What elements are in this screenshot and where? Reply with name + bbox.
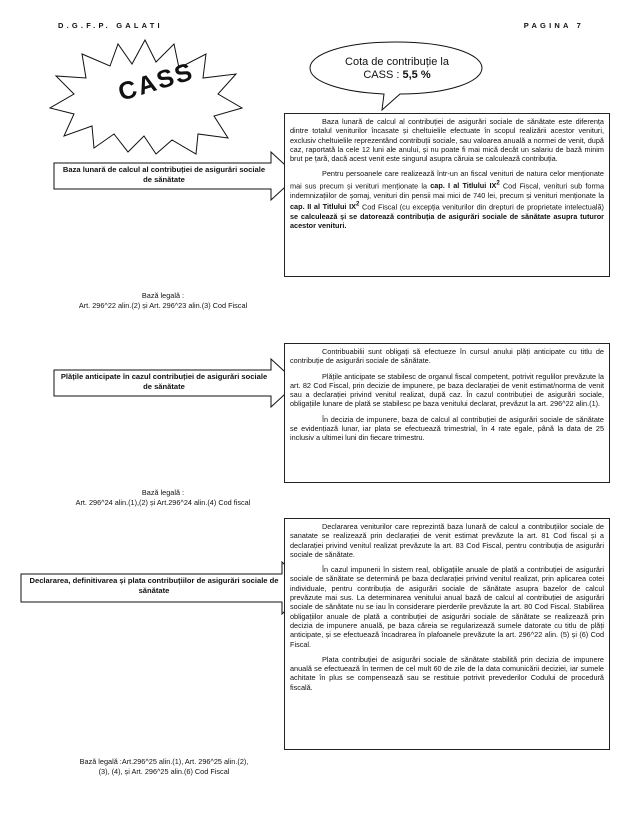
section3-paragraph-3: Plata contribuției de asigurări sociale de sănătate stabilită prin decizia de impunere anuală se efectuează în termen de cel mult 60 de zile de la data comunicării deciziei, iar sumele achitate în plus se compensează sau se restituie potrivit prevederilor Codului de procedură fiscală. (290, 654, 604, 692)
section2-paragraph-2: Plățile anticipate se stabilesc de organul fiscal competent, potrivit regulilor prevăzute la art. 82 Cod Fiscal, prin decizie de impunere, pe baza declarației de venit estimat/norma de venit sau a declarației privind venitul realizat, după caz. În cazul contribuției de asigurări sociale, obligațiile lunare de plată se stabilesc pe baza venitului declarat, prevăzut la art. 296^22 alin.(1). (290, 371, 604, 409)
bubble-line2: CASS : (363, 69, 403, 81)
section3-paragraph-2: În cazul impunerii în sistem real, obligațiile anuale de plată a contribuției de asigurări sociale de sănătate se determină pe baza declarației privind venitul realizat, prin aplicarea cotei individuale, pentru contribuția de asigurări sociale de sănătate asupra bazelor de calcul prevăzute mai sus. La determinarea venitului anual bază de calcul al contribuției de asigurări sociale de sănătate nu se iau în considerare pierderile prevăzute la art. 80 Cod Fiscal. Stabilirea obligațiilor anuale de plată a contribuției de asigurări sociale de sănătate se realizează prin decizia de impunere anuală, pe baza căreia se regularizează sumele datorate cu titlu de plăți anticipate, și se efectuează încadrarea în plafoanele prevăzute la art. 296^22 alin. (5) și (6) Cod Fiscal. (290, 565, 604, 649)
bubble-value: 5,5 % (402, 69, 431, 81)
section2-paragraph-1: Contribuabilii sunt obligați să efectueze în cursul anului plăți anticipate cu titlu de contribuție de asigurări sociale de sănătate. (290, 347, 604, 366)
section1-paragraph: Baza lunară de calcul al contribuției de asigurări sociale de sănătate este diferența dintre totalul veniturilor încasate și cheltuielile efectuate în scopul realizării acestor venituri, exclusiv cheltuielile reprezentând contribuții sociale, sau valoarea anuală a normei de venit, după caz, raportată la cele 12 luni ale anului, și nu poate fi mai mică decât un salariu de bază minim brut pe țară, dacă acest venit este singurul asupra căruia se calculează contribuția. (290, 117, 604, 164)
bubble-line1: Cota de contribuție la (345, 56, 449, 68)
section2-paragraph-3: În decizia de impunere, baza de calcul al contribuției de asigurări sociale de sănătate se evidențiază lunar, iar plata se efectuează trimestrial, în 4 rate egale, până la data de 25 inclusiv a ultimei luni din fiecare trimestru. (290, 414, 604, 443)
section3-legal-title: Bază legală :Art.296^25 alin.(1), Art. 296^25 alin.(2), (79, 757, 249, 766)
section1-legal-text: Art. 296^22 alin.(2) și Art. 296^23 alin.(3) Cod Fiscal (78, 300, 248, 310)
bubble-text (330, 56, 464, 82)
section3-legal-text: (3), (4), și Art. 296^25 alin.(6) Cod Fiscal (98, 766, 230, 776)
section1-arrow-label: Baza lunară de calcul al contribuției de asigurări sociale de sănătate (62, 165, 266, 184)
section2-legal (52, 488, 274, 507)
section2-legal-text: Art. 296^24 alin.(1),(2) și Art.296^24 alin.(4) Cod fiscal (75, 497, 251, 507)
header-right: PAGINA 7 (523, 21, 584, 30)
section2-textbox (284, 343, 610, 483)
section3-legal (48, 757, 280, 776)
section1-paragraph-2: Pentru persoanele care realizează într-un an fiscal venituri de natura celor menționate mai sus precum și venituri menționate la cap. I al Titlului $IX^2$ Cod Fiscal, venituri sub forma indemnizațiilor de șomaj, venituri din pensii mai mici de 740 lei, precum și venituri menționate la cap. II al Titlului $IX^2$ Cod Fiscal (cu excepția veniturilor din drepturi de proprietate intelectuală) se calculează și se datorează contribuția de asigurări sociale de sănătate asupra tuturor acestor venituri. (290, 169, 605, 230)
section1-legal-title: Bază legală : (141, 291, 185, 300)
section2-arrow-label: Plățile anticipate în cazul contribuției de asigurări sociale de sănătate (60, 372, 268, 391)
header-left: D.G.F.P. GALATI (58, 21, 163, 30)
section3-textbox (284, 518, 610, 750)
section2-legal-title: Bază legală : (141, 488, 185, 497)
section3-paragraph-1: Declararea veniturilor care reprezintă baza lunară de calcul a contribuțiilor sociale de sanatate se realizează prin declarației de venit estimat prevăzute la art. 81 Cod fiscal și a declarației privind venitul realizat prevăzute la art. 83 Cod Fiscal, pentru contribuția de asigurări sociale de sănătate. (290, 522, 604, 559)
section1-legal (40, 291, 286, 310)
cass-label: CASS (115, 57, 198, 107)
section1-textbox (284, 113, 610, 277)
section3-arrow-label: Declararea, definitivarea și plata contribuțiilor de asigurări sociale de sănătate (29, 576, 279, 595)
